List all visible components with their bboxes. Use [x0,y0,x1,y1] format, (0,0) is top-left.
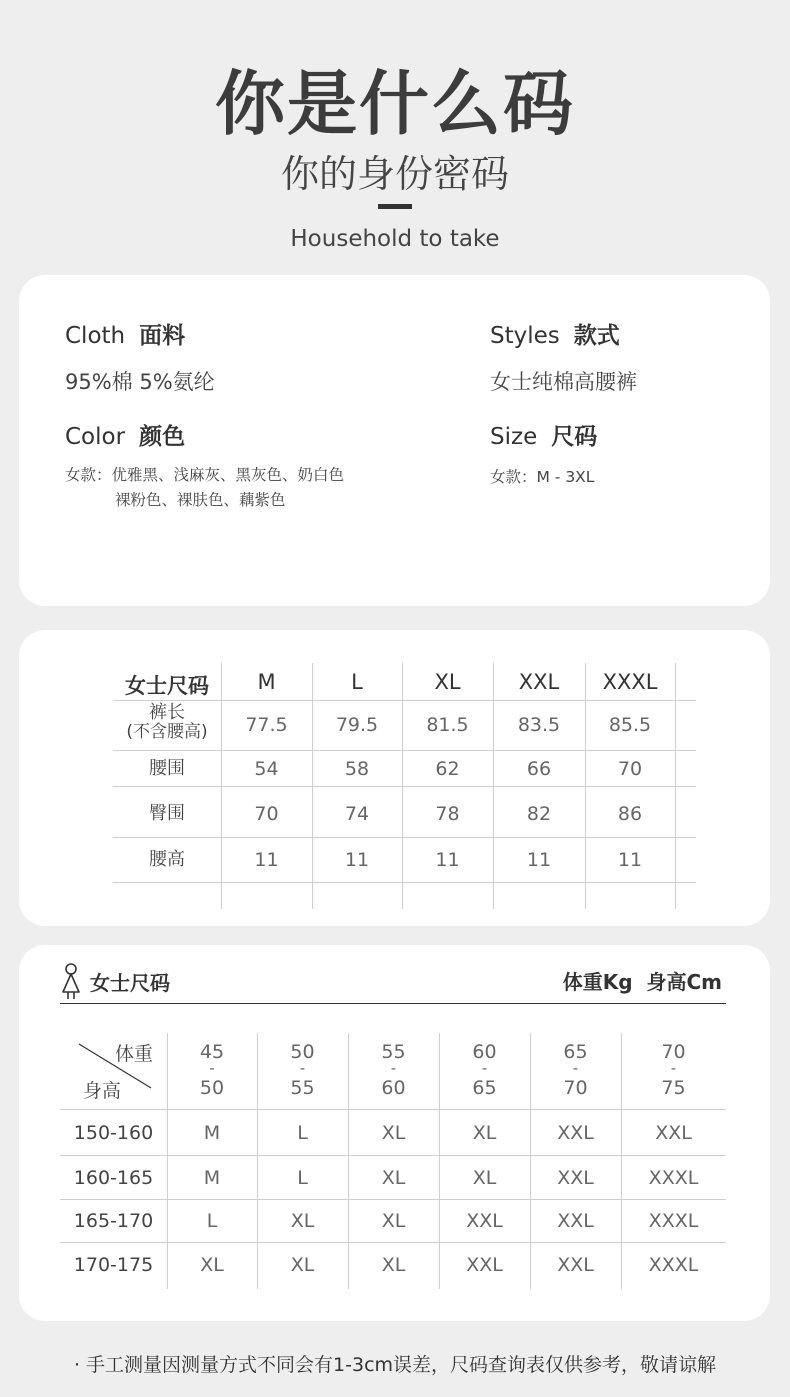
page-subtitle: 你的身份密码 [280,152,509,196]
recommended-size-cell: XL [381,1210,406,1232]
fit-table-row-divider [60,1242,726,1243]
size-row-label: 腰围 [149,758,185,779]
page-title: 你是什么码 [215,63,575,145]
fit-chart-table [19,945,770,1321]
recommended-size-cell: XXL [655,1122,692,1144]
recommended-size-cell: XXL [557,1254,594,1276]
recommended-size-cell: L [206,1210,218,1232]
size-header-cell: XL [434,670,461,694]
recommended-size-cell: XL [472,1122,497,1144]
fit-table-row-divider [60,1199,726,1200]
color-label-en: Color [65,424,126,450]
cloth-label-en: Cloth [65,323,126,349]
fit-table-row-divider [60,1109,726,1110]
height-range-cell: 150-160 [73,1122,154,1144]
recommended-size-cell: XXL [557,1122,594,1144]
recommended-size-cell: XXXL [648,1254,699,1276]
recommended-size-cell: XXL [557,1167,594,1189]
weight-range-bottom: 55 [290,1077,315,1099]
size-header-cell: L [351,670,363,694]
size-value-cell: 70 [254,803,279,825]
recommended-size-cell: M [203,1167,221,1189]
measurement-note: · 手工测量因测量方式不同会有1-3cm误差，尺码查询表仅供参考，敬请谅解 [73,1354,717,1376]
weight-range-bottom: 70 [563,1077,588,1099]
weight-range-top: 45 [199,1041,225,1063]
weight-range-dash: - [670,1059,677,1077]
recommended-size-cell: XL [290,1210,315,1232]
tagline: Household to take [290,226,500,252]
size-value-cell: 11 [526,849,552,871]
recommended-size-cell: XXL [466,1210,503,1232]
cloth-label [65,317,185,350]
size-value-cell: 11 [617,849,643,871]
styles-label [490,317,620,350]
recommended-size-cell: XXXL [648,1167,699,1189]
weight-range-bottom: 50 [199,1077,225,1099]
size-value-cell: 86 [617,803,643,825]
size-label [490,418,597,451]
color-values-line2: 裸粉色、裸肤色、藕紫色 [115,491,286,509]
recommended-size-cell: XL [290,1254,315,1276]
size-value-cell: 79.5 [335,714,379,736]
weight-range-top: 60 [472,1041,497,1063]
size-table-row-divider [113,750,696,751]
recommended-size-cell: L [297,1167,308,1189]
size-header-cell: M [257,670,276,694]
recommended-size-cell: XL [381,1167,406,1189]
weight-range-bottom: 75 [661,1077,686,1099]
size-table-row-divider [113,882,696,883]
size-value-cell: 82 [526,803,552,825]
size-row-label: 臀围 [149,803,185,824]
fit-chart-card [19,945,770,1321]
recommended-size-cell: XXL [466,1254,503,1276]
size-label-en: Size [490,424,538,450]
weight-range-bottom: 65 [472,1077,497,1099]
height-range-cell: 165-170 [73,1210,154,1232]
weight-range-top: 55 [381,1041,406,1063]
weight-range-dash: - [209,1059,215,1077]
styles-label-cn: 款式 [573,323,620,349]
weight-range-dash: - [481,1059,488,1077]
size-value-cell: 78 [435,803,460,825]
size-value-cell: 77.5 [245,714,288,736]
weight-range-top: 50 [290,1041,315,1063]
weight-range-dash: - [572,1059,579,1077]
size-value-cell: 11 [344,849,370,871]
recommended-size-cell: L [297,1122,308,1144]
color-values-line1: 女款：优雅黑、浅麻灰、黑灰色、奶白色 [65,466,345,484]
size-table-row-divider [113,837,696,838]
size-value-cell: 81.5 [426,714,469,736]
size-value-cell: 83.5 [517,714,561,736]
size-value-cell: 70 [617,758,643,780]
size-row-label: 裤长 [149,702,185,723]
divider [378,204,412,209]
recommended-size-cell: M [203,1122,221,1144]
size-label-cn: 尺码 [551,424,598,450]
weight-range-dash: - [299,1059,306,1077]
size-value-cell: 11 [254,849,279,871]
size-value: 女款：M - 3XL [490,468,595,486]
recommended-size-cell: XL [200,1254,224,1276]
weight-range-dash: - [390,1059,397,1077]
styles-value: 女士纯棉高腰裤 [490,370,637,394]
size-chart-card [19,630,770,926]
size-value-cell: 54 [254,758,279,780]
recommended-size-cell: XXXL [648,1210,699,1232]
size-table-row-divider [113,700,696,701]
size-value-cell: 66 [526,758,552,780]
weight-range-top: 65 [563,1041,588,1063]
size-row-sublabel: (不含腰高) [126,722,208,742]
weight-range-bottom: 60 [381,1077,406,1099]
recommended-size-cell: XL [381,1254,406,1276]
recommended-size-cell: XXL [557,1210,594,1232]
color-label-cn: 颜色 [139,424,186,450]
corner-weight-label: 体重 [114,1043,153,1065]
recommended-size-cell: XL [472,1167,497,1189]
size-chart-table [19,630,770,926]
size-value-cell: 62 [435,758,460,780]
color-label [65,418,185,451]
weight-range-top: 70 [661,1041,686,1063]
fit-chart-title: 女士尺码 [90,971,170,995]
size-header-cell: XXXL [602,670,658,694]
fit-table-row-divider [60,1155,726,1156]
product-info-card [19,275,770,606]
size-value-cell: 58 [344,758,370,780]
size-value-cell: 85.5 [608,714,652,736]
height-range-cell: 170-175 [73,1254,154,1276]
styles-label-en: Styles [490,323,560,349]
size-table-corner: 女士尺码 [125,674,209,698]
cloth-value: 95%棉 5%氨纶 [65,370,215,394]
height-range-cell: 160-165 [73,1167,154,1189]
recommended-size-cell: XL [381,1122,406,1144]
cloth-label-cn: 面料 [139,323,186,349]
size-table-row-divider [113,786,696,787]
size-row-label: 腰高 [149,849,185,870]
size-header-cell: XXL [518,670,560,694]
size-value-cell: 74 [344,803,370,825]
corner-height-label: 身高 [82,1080,121,1102]
size-value-cell: 11 [435,849,460,871]
fit-chart-units: 体重Kg 身高Cm [562,970,722,994]
